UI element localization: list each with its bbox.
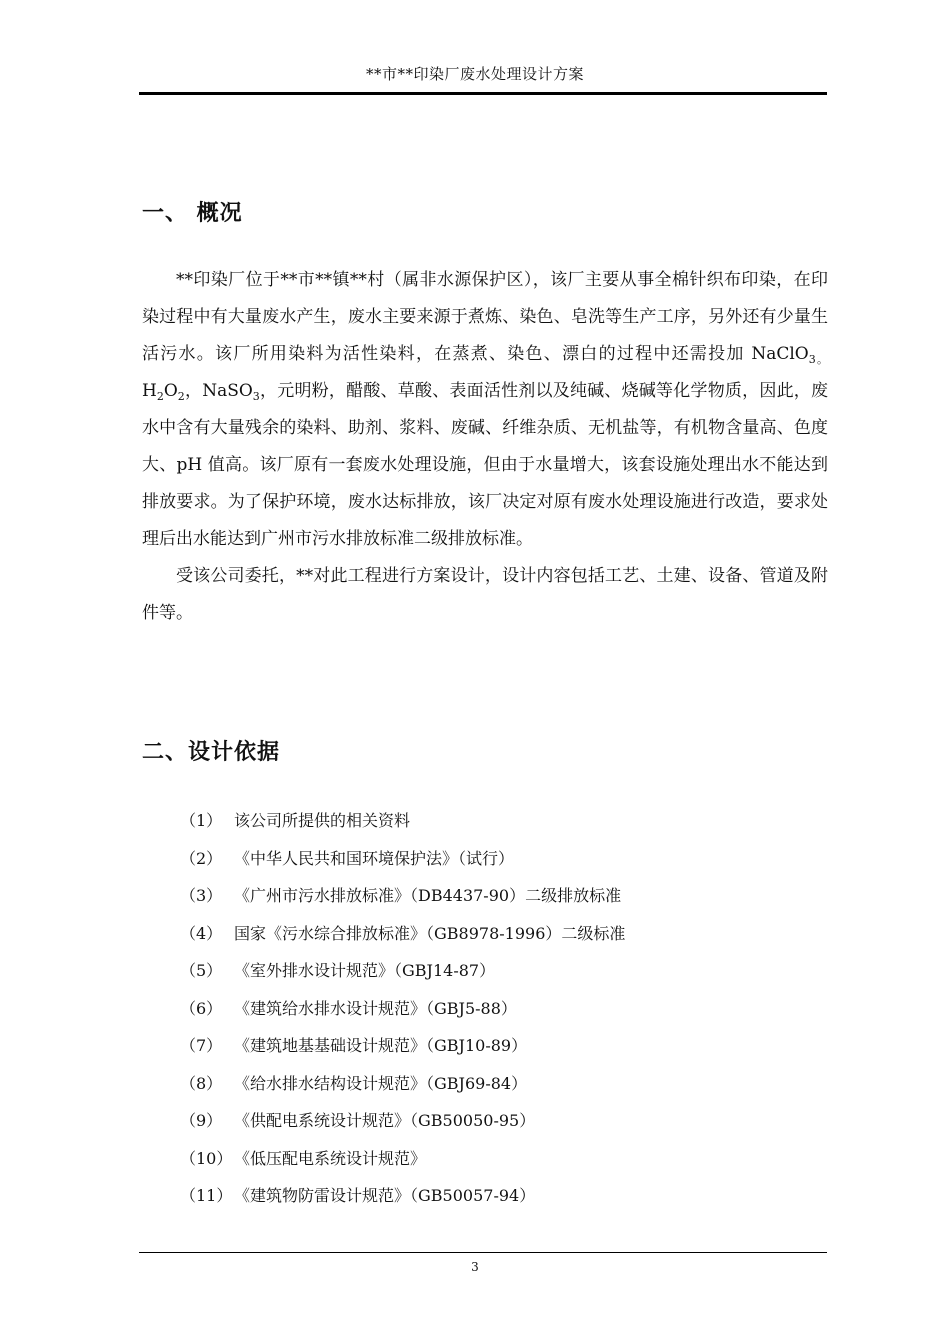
list-item-text: 《建筑给水排水设计规范》（GBJ5-88）: [234, 998, 517, 1018]
list-item-number: （11）: [180, 1186, 233, 1205]
header-divider: [139, 92, 827, 95]
list-item: [180, 840, 625, 878]
list-item: [180, 952, 625, 990]
list-item: [180, 877, 625, 915]
para1-text-b: H: [142, 381, 157, 401]
list-item: [180, 1140, 625, 1178]
para1-text-e: ，元明粉，醋酸、草酸、表面活性剂以及纯碱、烧碱等化学物质，因此，废水中含有大量残余的染料、助剂、浆料、废碱、纤维杂质、无机盐等，有机物含量高、色度大、pH 值高。该厂原有一套废水处理设施，但由于水量增大，该套设施处理出水不能达到排放要求。为了保护环境，废水达标排放，该厂决定对原有废水处理设施进行改造，要求处理后出水能达到广州市污水排放标准二级排放标准。: [142, 381, 828, 549]
list-item-text: 《中华人民共和国环境保护法》（试行）: [234, 848, 515, 868]
list-item: [180, 1102, 625, 1140]
page-header-title: **市**印染厂废水处理设计方案: [365, 65, 584, 83]
list-item-number: （7）: [180, 1036, 223, 1055]
list-item: [180, 990, 625, 1028]
list-item-number: （5）: [180, 961, 223, 980]
list-item-number: （10）: [180, 1148, 233, 1168]
overview-body: [142, 262, 828, 632]
para1-text-c: O: [163, 381, 178, 401]
page-number: 3: [471, 1260, 479, 1274]
subscript-separator: 。: [815, 353, 828, 366]
footer-divider: [139, 1252, 827, 1253]
subscript: 3: [808, 353, 816, 366]
subscript: 2: [177, 390, 185, 403]
subscript: 3: [252, 390, 260, 403]
overview-paragraph-1: [142, 262, 828, 558]
list-item-text: 国家《污水综合排放标准》（GB8978-1996）二级标准: [234, 923, 626, 943]
list-item-number: （4）: [180, 923, 223, 943]
section-heading-design-basis: 二、设计依据: [142, 740, 281, 765]
list-item-text: 《广州市污水排放标准》（DB4437-90）二级排放标准: [234, 886, 622, 905]
list-item-number: （2）: [180, 848, 223, 868]
list-item-number: （8）: [180, 1073, 223, 1093]
overview-paragraph-2: 受该公司委托，**对此工程进行方案设计，设计内容包括工艺、土建、设备、管道及附件等。: [142, 566, 828, 623]
subscript: 2: [156, 390, 164, 403]
list-item-text: 《给水排水结构设计规范》（GBJ69-84）: [234, 1073, 528, 1093]
list-item-text: 《低压配电系统设计规范》: [234, 1148, 427, 1168]
list-item-number: （9）: [180, 1111, 223, 1130]
para1-text-d: ，NaSO: [184, 381, 253, 401]
list-item: [180, 915, 625, 953]
list-item: [180, 802, 625, 840]
list-item: [180, 1065, 625, 1103]
section-heading-overview: 一、 概况: [142, 201, 243, 226]
list-item-text: 《建筑物防雷设计规范》（GB50057-94）: [234, 1186, 536, 1205]
reference-list: [180, 802, 625, 1215]
list-item-number: （1）: [180, 811, 223, 830]
list-item: [180, 1177, 625, 1215]
list-item: [180, 1027, 625, 1065]
para1-text-a: **印染厂位于**市**镇**村（属非水源保护区），该厂主要从事全棉针织布印染，在印染过程中有大量废水产生，废水主要来源于煮炼、染色、皂洗等生产工序，另外还有少量生活污水。该厂所用染料为活性染料，在蒸煮、染色、漂白的过程中还需投加 NaClO: [142, 270, 828, 364]
list-item-text: 该公司所提供的相关资料: [234, 811, 411, 830]
list-item-text: 《室外排水设计规范》（GBJ14-87）: [234, 961, 496, 980]
list-item-text: 《建筑地基基础设计规范》（GBJ10-89）: [234, 1036, 528, 1055]
list-item-number: （3）: [180, 886, 223, 905]
list-item-text: 《供配电系统设计规范》（GB50050-95）: [234, 1111, 536, 1130]
list-item-number: （6）: [180, 998, 223, 1018]
